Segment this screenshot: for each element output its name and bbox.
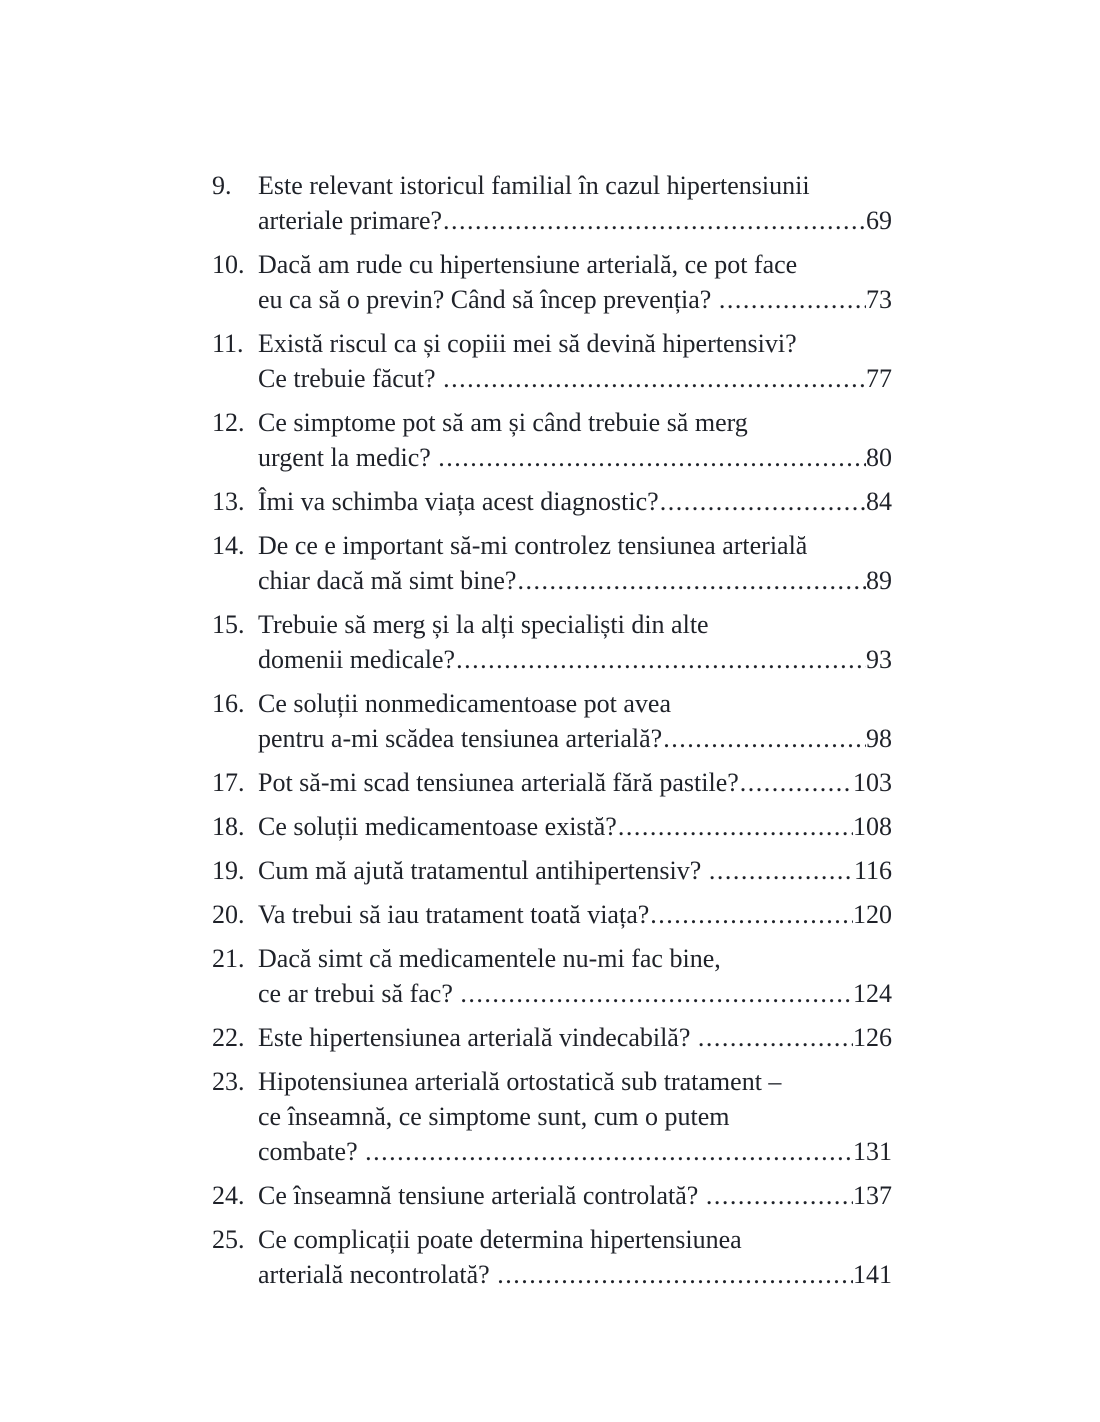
toc-entry-text: Pot să-mi scad tensiunea arterială fără pastile? bbox=[258, 768, 739, 797]
toc-entry-text: eu ca să o previn? Când să încep prevenția? bbox=[258, 285, 718, 314]
toc-entry-number: 25. bbox=[212, 1225, 245, 1254]
dot-leader bbox=[705, 1178, 853, 1213]
toc-entry bbox=[212, 765, 892, 800]
toc-entry bbox=[212, 607, 892, 677]
toc-page-number: 131 bbox=[853, 1137, 892, 1166]
toc-entry-text: Va trebui să iau tratament toată viața? bbox=[258, 900, 650, 929]
toc-entry bbox=[212, 686, 892, 756]
toc-entry-body bbox=[258, 809, 892, 844]
toc-page-number: 84 bbox=[866, 487, 892, 516]
toc-entry-line bbox=[258, 809, 892, 844]
toc-entry-line bbox=[258, 721, 892, 756]
toc-entry bbox=[212, 1222, 892, 1292]
toc-entry-line: De ce e important să-mi controlez tensiunea arterială bbox=[258, 531, 808, 560]
toc-page-number: 108 bbox=[853, 812, 892, 841]
toc-entry-body bbox=[258, 326, 892, 396]
toc-entry-line: Dacă am rude cu hipertensiune arterială, ce pot face bbox=[258, 250, 798, 279]
toc-entry-line: Ce complicații poate determina hipertensiunea bbox=[258, 1225, 742, 1254]
toc-entry bbox=[212, 528, 892, 598]
toc-entry-body bbox=[258, 607, 892, 677]
dot-leader bbox=[496, 1257, 853, 1292]
toc-entry bbox=[212, 1020, 892, 1055]
toc-page-number: 120 bbox=[853, 900, 892, 929]
toc-list bbox=[212, 168, 892, 1301]
toc-entry-line bbox=[258, 1257, 892, 1292]
toc-entry-number: 17. bbox=[212, 768, 245, 797]
toc-entry-body bbox=[258, 853, 892, 888]
toc-entry-line bbox=[258, 563, 892, 598]
toc-page-number: 89 bbox=[866, 566, 892, 595]
dot-leader bbox=[659, 484, 866, 519]
toc-entry-line bbox=[258, 203, 892, 238]
dot-leader bbox=[442, 203, 866, 238]
dot-leader bbox=[364, 1134, 853, 1169]
toc-entry-number: 22. bbox=[212, 1023, 245, 1052]
toc-entry bbox=[212, 484, 892, 519]
toc-entry-line: Hipotensiunea arterială ortostatică sub tratament – bbox=[258, 1067, 782, 1096]
toc-page-number: 98 bbox=[866, 724, 892, 753]
dot-leader bbox=[662, 721, 866, 756]
toc-entry-line bbox=[258, 484, 892, 519]
toc-entry-body bbox=[258, 941, 892, 1011]
toc-entry-line bbox=[258, 976, 892, 1011]
toc-entry-body bbox=[258, 765, 892, 800]
toc-page-number: 93 bbox=[866, 645, 892, 674]
dot-leader bbox=[697, 1020, 853, 1055]
toc-entry-number: 14. bbox=[212, 531, 245, 560]
toc-entry-line: Trebuie să merg și la alți specialiști din alte bbox=[258, 610, 709, 639]
toc-entry-body bbox=[258, 168, 892, 238]
toc-entry-body bbox=[258, 484, 892, 519]
toc-page-number: 116 bbox=[853, 856, 892, 885]
toc-entry-line bbox=[258, 440, 892, 475]
toc-page-number: 73 bbox=[866, 285, 892, 314]
dot-leader bbox=[459, 976, 853, 1011]
toc-page-number: 141 bbox=[853, 1260, 892, 1289]
toc-entry-line: Este relevant istoricul familial în cazul hipertensiunii bbox=[258, 171, 810, 200]
dot-leader bbox=[718, 282, 866, 317]
toc-entry-line bbox=[258, 897, 892, 932]
toc-entry-number: 15. bbox=[212, 610, 245, 639]
toc-entry-text: combate? bbox=[258, 1137, 365, 1166]
toc-entry-text: Ce înseamnă tensiune arterială controlată? bbox=[258, 1181, 705, 1210]
toc-entry-text: pentru a-mi scădea tensiunea arterială? bbox=[258, 724, 663, 753]
toc-entry-number: 16. bbox=[212, 689, 245, 718]
dot-leader bbox=[455, 642, 866, 677]
toc-entry-body bbox=[258, 1020, 892, 1055]
toc-entry-body bbox=[258, 1222, 892, 1292]
toc-entry bbox=[212, 1178, 892, 1213]
toc-entry-number: 9. bbox=[212, 171, 232, 200]
toc-entry bbox=[212, 809, 892, 844]
toc-entry bbox=[212, 168, 892, 238]
dot-leader bbox=[437, 440, 866, 475]
toc-entry-text: arterială necontrolată? bbox=[258, 1260, 497, 1289]
toc-entry-line bbox=[258, 282, 892, 317]
toc-entry-text: Este hipertensiunea arterială vindecabilă? bbox=[258, 1023, 697, 1052]
toc-entry-body bbox=[258, 1064, 892, 1169]
toc-entry-line bbox=[258, 1020, 892, 1055]
toc-entry-line bbox=[258, 1178, 892, 1213]
toc-page-number: 80 bbox=[866, 443, 892, 472]
toc-entry-text: chiar dacă mă simt bine? bbox=[258, 566, 517, 595]
dot-leader bbox=[516, 563, 866, 598]
toc-entry-body bbox=[258, 247, 892, 317]
toc-entry-number: 21. bbox=[212, 944, 245, 973]
toc-page-number: 126 bbox=[853, 1023, 892, 1052]
toc-entry-line: Ce soluții nonmedicamentoase pot avea bbox=[258, 689, 671, 718]
toc-page-number: 124 bbox=[853, 979, 892, 1008]
dot-leader bbox=[649, 897, 853, 932]
dot-leader bbox=[739, 765, 853, 800]
toc-entry-text: ce ar trebui să fac? bbox=[258, 979, 460, 1008]
toc-entry-body bbox=[258, 405, 892, 475]
toc-entry-number: 23. bbox=[212, 1067, 245, 1096]
toc-entry-number: 11. bbox=[212, 329, 244, 358]
toc-entry-number: 12. bbox=[212, 408, 245, 437]
dot-leader bbox=[442, 361, 866, 396]
toc-entry-number: 20. bbox=[212, 900, 245, 929]
toc-page-number: 77 bbox=[866, 364, 892, 393]
toc-entry-text: Îmi va schimba viața acest diagnostic? bbox=[258, 487, 659, 516]
toc-entry-text: urgent la medic? bbox=[258, 443, 438, 472]
toc-entry bbox=[212, 897, 892, 932]
toc-entry bbox=[212, 853, 892, 888]
toc-entry-line bbox=[258, 853, 892, 888]
toc-entry-line bbox=[258, 765, 892, 800]
toc-entry-line: Ce simptome pot să am și când trebuie să merg bbox=[258, 408, 748, 437]
toc-page-number: 103 bbox=[853, 768, 892, 797]
toc-entry-line: Există riscul ca și copiii mei să devină hipertensivi? bbox=[258, 329, 797, 358]
toc-entry bbox=[212, 941, 892, 1011]
toc-entry-line bbox=[258, 642, 892, 677]
toc-page-number: 137 bbox=[853, 1181, 892, 1210]
toc-entry-text: Ce trebuie făcut? bbox=[258, 364, 443, 393]
toc-entry-line: Dacă simt că medicamentele nu-mi fac bine, bbox=[258, 944, 721, 973]
toc-entry-line bbox=[258, 1134, 892, 1169]
toc-entry bbox=[212, 326, 892, 396]
toc-entry-body bbox=[258, 897, 892, 932]
toc-entry-text: Ce soluții medicamentoase există? bbox=[258, 812, 617, 841]
toc-entry-number: 13. bbox=[212, 487, 245, 516]
toc-entry-body bbox=[258, 1178, 892, 1213]
toc-entry bbox=[212, 1064, 892, 1169]
dot-leader bbox=[617, 809, 853, 844]
toc-entry-text: Cum mă ajută tratamentul antihipertensiv? bbox=[258, 856, 708, 885]
toc-entry-text: arteriale primare? bbox=[258, 206, 443, 235]
toc-entry-body bbox=[258, 686, 892, 756]
toc-entry-text: domenii medicale? bbox=[258, 645, 456, 674]
toc-entry-body bbox=[258, 528, 892, 598]
toc-entry-number: 18. bbox=[212, 812, 245, 841]
toc-entry-line bbox=[258, 361, 892, 396]
toc-entry-number: 24. bbox=[212, 1181, 245, 1210]
toc-entry bbox=[212, 405, 892, 475]
toc-entry-number: 10. bbox=[212, 250, 245, 279]
dot-leader bbox=[708, 853, 854, 888]
toc-page-number: 69 bbox=[866, 206, 892, 235]
toc-entry-number: 19. bbox=[212, 856, 245, 885]
toc-entry bbox=[212, 247, 892, 317]
toc-entry-line: ce înseamnă, ce simptome sunt, cum o putem bbox=[258, 1102, 730, 1131]
